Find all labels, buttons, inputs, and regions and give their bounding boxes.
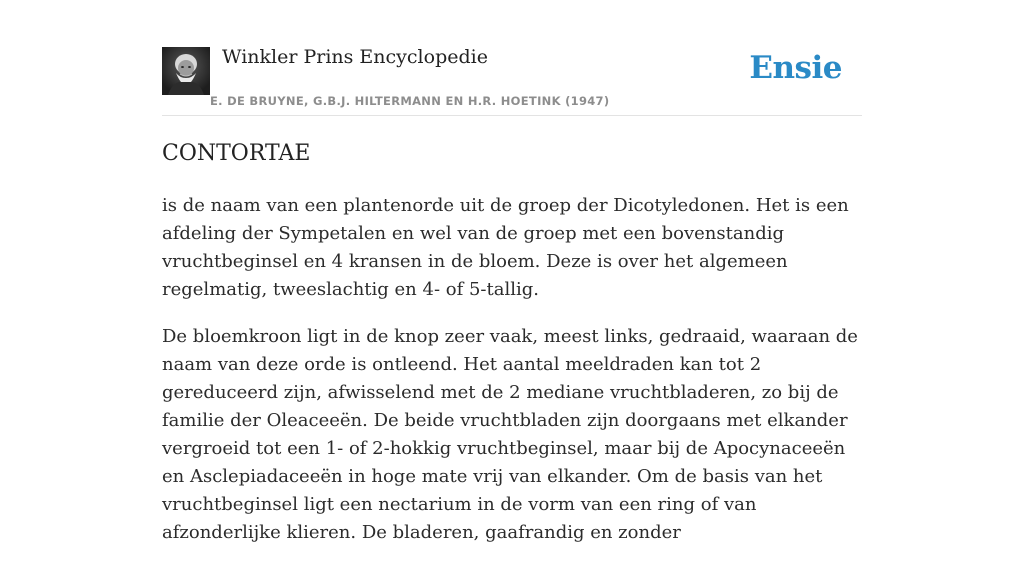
author-avatar[interactable] <box>162 47 210 95</box>
source-title[interactable]: Winkler Prins Encyclopedie <box>222 46 488 68</box>
portrait-icon <box>162 47 210 95</box>
brand-logo[interactable]: Ensie <box>749 50 842 86</box>
body-paragraph: De bloemkroon ligt in de knop zeer vaak, meest links, gedraaid, waaraan de naam van deze orde is ontleend. Het aantal meeldraden kan tot 2 gereduceerd zijn, afwisselend met de 2 mediane vruchtbladeren, zo bij de familie der Oleaceeën. De beide vruchtbladen zijn doorgaans met elkander vergroeid tot een 1- of 2-hokkig vruchtbeginsel, maar bij de Apocynaceeën en Asclepiadaceeën in hoge mate vrij van elkander. Om de basis van het vruchtbeginsel ligt een nectarium in de vorm van een ring of van afzonderlijke klieren. De bladeren, gaafrandig en zonder <box>162 326 858 543</box>
source-header <box>162 0 862 116</box>
source-authors: E. DE BRUYNE, G.B.J. HILTERMANN EN H.R. HOETINK (1947) <box>210 94 610 108</box>
entry-body <box>162 192 867 566</box>
entry-title: CONTORTAE <box>162 141 311 166</box>
body-paragraph: is de naam van een plantenorde uit de groep der Dicotyledonen. Het is een afdeling der Sympetalen en wel van de groep met een bovenstandig vruchtbeginsel en 4 kransen in de bloem. Deze is over het algemeen regelmatig, tweeslachtig en 4- of 5-tallig. <box>162 195 849 300</box>
